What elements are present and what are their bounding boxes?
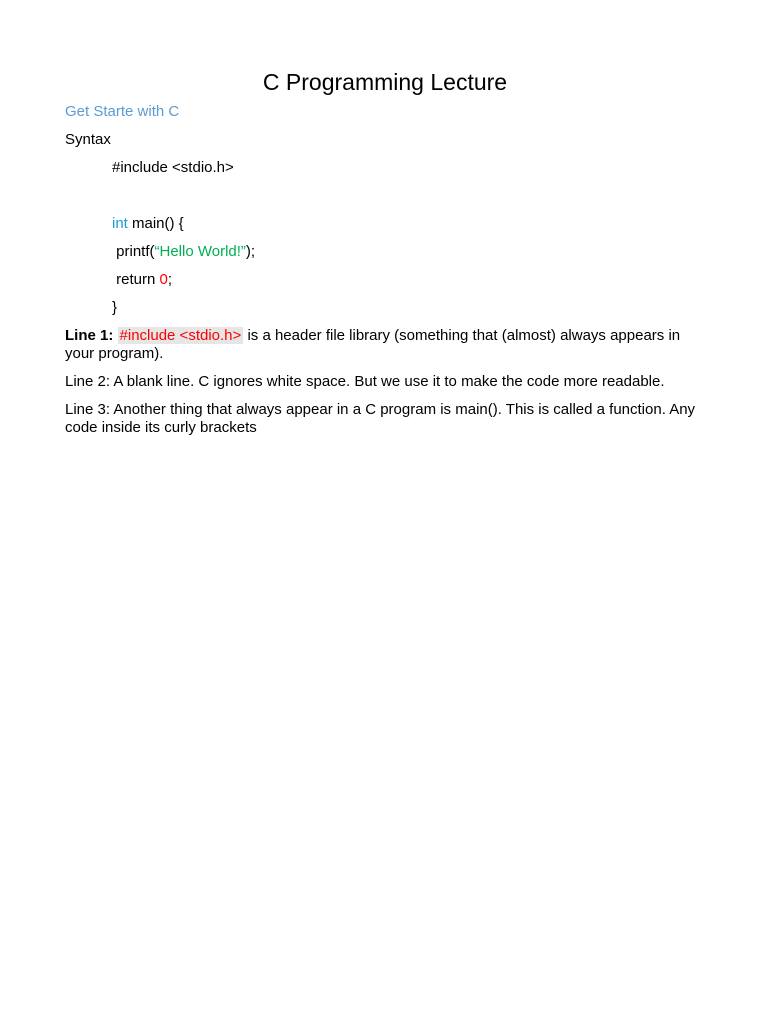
keyword-int: int (112, 215, 128, 232)
code-block (65, 159, 705, 317)
code-line-close: } (112, 299, 118, 316)
printf-close: ); (245, 243, 256, 260)
syntax-label: Syntax (65, 131, 111, 148)
main-signature: main() { (127, 215, 184, 232)
line1-label: Line 1: (65, 327, 114, 344)
section-heading: Get Starte with C (65, 103, 180, 120)
code-line-main (112, 215, 705, 233)
document-page (65, 66, 705, 447)
code-line-printf (112, 243, 705, 261)
line1-text: is a header file library (something that (almost) always appears in your program). (65, 327, 681, 362)
code-line-blank (112, 187, 705, 205)
printf-call: printf( (112, 243, 155, 260)
return-semicolon: ; (167, 271, 173, 288)
line2-explanation: Line 2: A blank line. C ignores white space. But we use it to make the code more readable. (65, 373, 665, 390)
return-keyword: return (112, 271, 160, 288)
number-literal: 0 (159, 271, 168, 288)
code-line-include: #include <stdio.h> (112, 159, 234, 176)
line3-explanation: Line 3: Another thing that always appear in a C program is main(). This is called a function. Any code inside its curly brackets (65, 401, 696, 436)
code-line-return (112, 271, 705, 289)
line1-explanation (65, 327, 705, 363)
page-title: C Programming Lecture (262, 69, 508, 95)
string-literal: “Hello World!” (154, 243, 246, 260)
line1-code: #include <stdio.h> (119, 327, 242, 344)
